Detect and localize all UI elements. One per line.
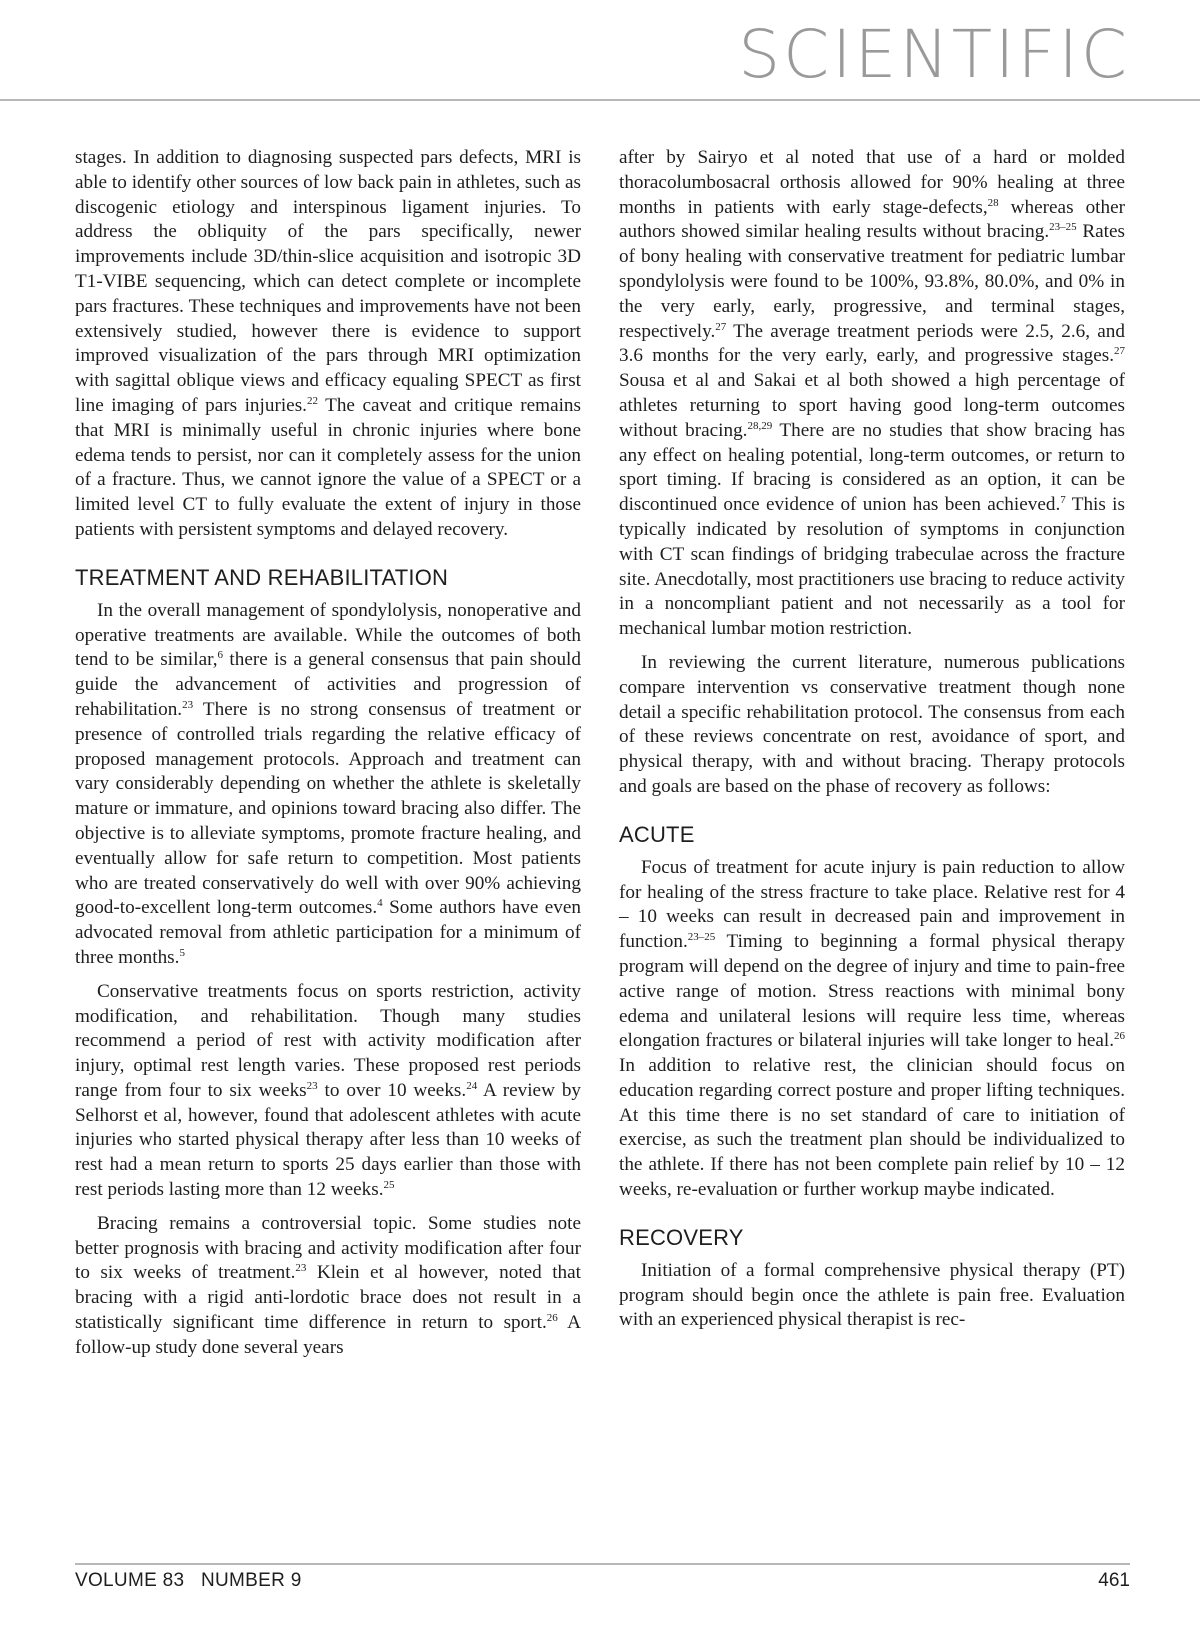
footer-rule <box>75 1563 1130 1565</box>
page-number: 461 <box>1098 1570 1130 1591</box>
citation: 22 <box>306 394 318 407</box>
paragraph-recovery: Initiation of a formal comprehensive physical therapy (PT) program should begin once the athlete is pain free. Evaluation with an experienced physical therapist is rec- <box>619 1259 1125 1331</box>
citation: 24 <box>466 1079 478 1092</box>
paragraph-literature-review: In reviewing the current literature, numerous publications compare intervention vs conservative treatment though none detail a specific rehabilitation protocol. The consensus from each of these reviews concentrate on rest, avoidance of sport, and physical therapy, with and without bracing. Therapy protocols and goals are based on the phase of recovery as follows: <box>619 651 1125 797</box>
paragraph-conservative: Conservative treatments focus on sports restriction, activity modification, and rehabilitation. Though many studies recommend a period of rest with activity modification after injury, optimal rest length varies. These proposed rest periods range from four to six weeks$^{23}$ to over 10 weeks.$^{24}$ A review by Selhorst et al, however, found that adolescent athletes with acute injuries who started physical therapy after less than 10 weeks of rest had a mean return to sports 25 days earlier than those with rest periods lasting more than 12 weeks.$^{25}$ <box>75 980 582 1201</box>
citation: 25 <box>383 1179 395 1192</box>
paragraph-acute: Focus of treatment for acute injury is pain reduction to allow for healing of the stress fracture to take place. Relative rest for 4 – 10 weeks can result in decreased pain and improvement in function.$^{23-25}$ Timing to beginning a formal physical therapy program will depend on the degree of injury and time to pain-free active range of motion. Stress reactions with minimal bony edema and unilateral lesions will require less time, whereas elongation fractures or bilateral injuries will take longer to heal.$^{26}$ In addition to relative rest, the clinician should focus on education regarding correct posture and proper lifting techniques. At this time there is no set standard of care to initiation of exercise, as such the treatment plan should be individualized to the athlete. If there has not been complete pain relief by 10 – 12 weeks, re-evaluation or further workup maybe indicated. <box>619 856 1125 1201</box>
paragraph-management: In the overall management of spondylolysis, nonoperative and operative treatments are available. While the outcomes of both tend to be similar,$^6$ there is a general consensus that pain should guide the advancement of activities and progression of rehabilitation.$^{23}$ There is no strong consensus of treatment or presence of controlled trials regarding the relative efficacy of proposed management protocols. Approach and treatment can vary considerably depending on whether the athlete is skeletally mature or immature, and opinions toward bracing also differ. The objective is to alleviate symptoms, promote fracture healing, and eventually allow for safe return to competition. Most patients who are treated conservatively do well with over 90% achieving good-to-excellent long-term outcomes.$^4$ Some authors have even advocated removal from athletic participation for a minimum of three months.$^5$ <box>75 599 581 968</box>
citation: 7 <box>1060 494 1066 507</box>
citation: 28,29 <box>747 419 773 432</box>
citation: 23–25 <box>1049 221 1077 234</box>
section-title: SCIENTIFIC <box>738 16 1130 93</box>
citation: 23–25 <box>687 931 716 944</box>
heading-treatment-rehabilitation: TREATMENT AND REHABILITATION <box>75 564 449 590</box>
citation: 26 <box>546 1312 558 1325</box>
paragraph-bracing: Bracing remains a controversial topic. Some studies note better prognosis with bracing and activity modification after four to six weeks of treatment.$^{23}$ Klein et al however, noted that bracing with a rigid anti-lordotic brace does not result in a statistically significant time difference in return to sport.$^{26}$ A follow-up study done several years <box>75 1212 581 1358</box>
paragraph-mri: stages. In addition to diagnosing suspected pars defects, MRI is able to identify other sources of low back pain in athletes, such as discogenic etiology and interspinous ligament injuries. To address the obliquity of the pars specifically, newer improvements include 3D/thin-slice acquisition and isotropic 3D T1-VIBE sequencing, which can detect complete or incomplete pars fractures. These techniques and improvements have not been extensively studied, however there is evidence to support improved visualization of the pars through MRI optimization with sagittal oblique views and efficacy equaling SPECT as first line imaging of pars injuries.$^{22}$ The caveat and critique remains that MRI is minimally useful in chronic injuries where bone edema tends to persist, nor can it completely assess for the union of a fracture. Thus, we cannot ignore the value of a SPECT or a limited level CT to fully evaluate the extent of injury in those patients with persistent symptoms and delayed recovery. <box>75 147 581 540</box>
citation: 28 <box>987 196 999 209</box>
citation: 5 <box>179 946 185 959</box>
citation: 6 <box>217 649 224 662</box>
right-column <box>619 146 1125 1342</box>
citation: 27 <box>1114 345 1125 358</box>
heading-recovery: RECOVERY <box>619 1224 744 1250</box>
citation: 23 <box>306 1079 318 1092</box>
heading-acute: ACUTE <box>619 821 695 847</box>
citation: 4 <box>377 897 383 910</box>
issue-number-label: NUMBER 9 <box>201 1570 302 1591</box>
citation: 23 <box>182 698 194 711</box>
volume-label: VOLUME 83 <box>75 1570 185 1591</box>
header-rule <box>0 99 1200 101</box>
left-column <box>75 146 581 1370</box>
paragraph-sairyo: after by Sairyo et al noted that use of a hard or molded thoracolumbosacral orthosis allowed for 90% healing at three months in patients with early stage-defects,$^{28}$ whereas other authors showed similar healing results without bracing.$^{23-25}$ Rates of bony healing with conservative treatment for pediatric lumbar spondylolysis were found to be 100%, 93.8%, 80.0%, and 0% in the very early, early, progressive, and terminal stages, respectively.$^{27}$ The average treatment periods were 2.5, 2.6, and 3.6 months for the very early, early, and progressive stages.$^{27}$ Sousa et al and Sakai et al both showed a high percentage of athletes returning to sport having good long-term outcomes without bracing.$^{28,29}$ There are no studies that show bracing has any effect on healing potential, long-term outcomes, or return to sport timing. If bracing is considered as an option, it can be discontinued once evidence of union has been achieved.$^7$ This is typically indicated by resolution of symptoms in conjunction with CT scan findings of bridging trabeculae across the fracture site. Anecdotally, most practitioners use bracing to reduce activity in a noncompliant patient and not necessarily as a tool for mechanical lumbar motion restriction. <box>619 147 1126 640</box>
citation: 27 <box>715 320 727 333</box>
citation: 26 <box>1114 1030 1125 1043</box>
citation: 23 <box>295 1262 307 1275</box>
